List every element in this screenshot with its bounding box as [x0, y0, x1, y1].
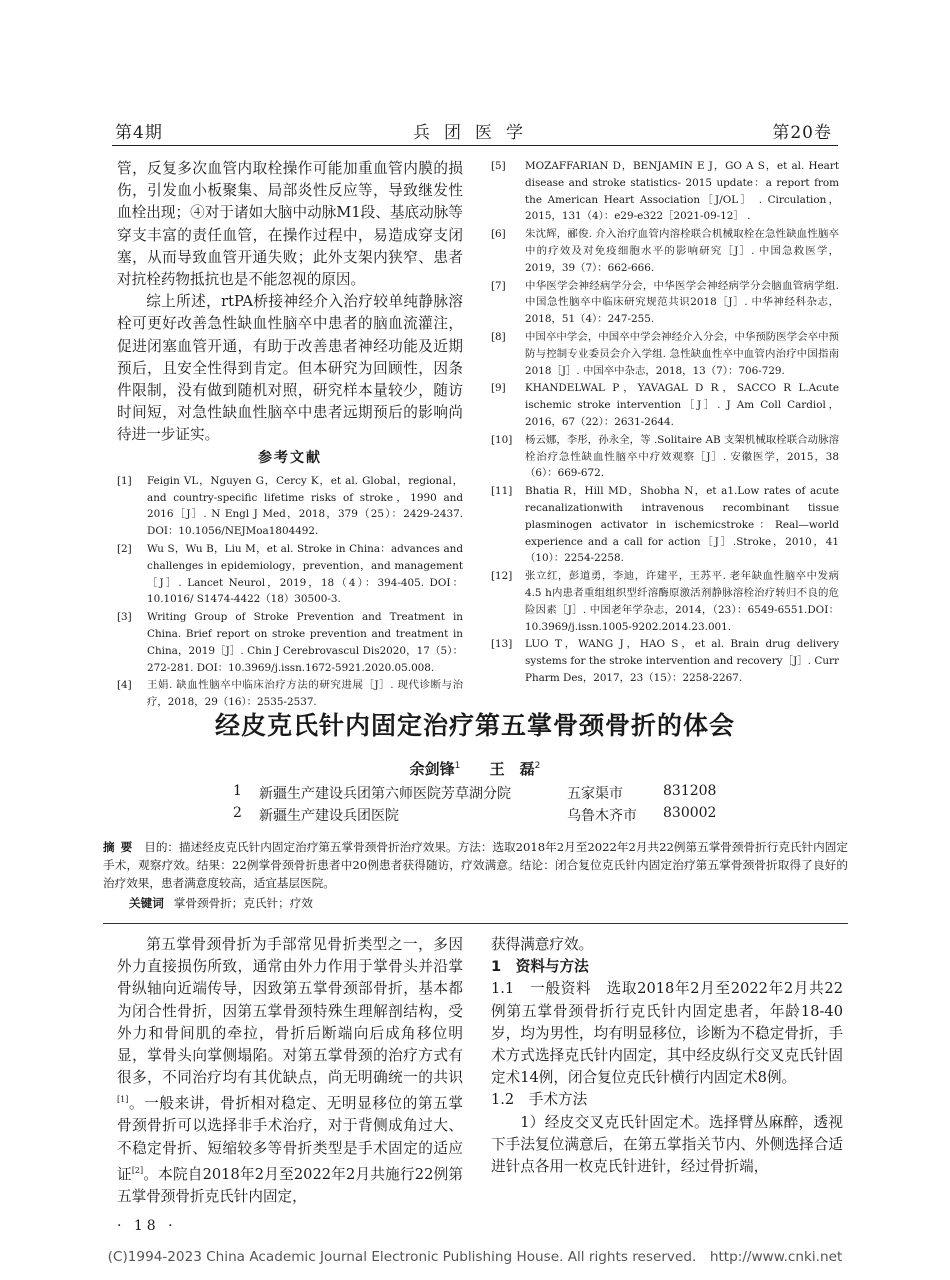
prev-article-left-column: [117, 158, 463, 712]
reference-text: Feigin VL，Nguyen G，Cercy K，et al. Global，regional，and country-specific lifetime risks of stroke，1990 and 2016［J］. N Engl J Med，2018，379（25）：2429-2437. DOI：10.1056/NEJMoa1804492.: [147, 474, 463, 538]
journal-name: 兵团医学: [413, 123, 537, 143]
affiliation-name: 新疆生产建设兵团第六师医院芳草湖分院: [259, 786, 511, 802]
reference-number: [3]: [117, 611, 132, 624]
reference-number: [12]: [491, 570, 513, 583]
references-list-left: [117, 473, 463, 711]
reference-number: [4]: [117, 679, 132, 692]
prev-article-right-column: [491, 158, 839, 688]
reference-text: Wu S，Wu B，Liu M，et al. Stroke in China：advances and challenges in epidemiology，prevention，and management［J］. Lancet Neurol，2019，18（4）：394-405. DOI：10.1016/ S1474-4422（18）30500-3.: [147, 543, 463, 606]
reference-number: [11]: [491, 485, 513, 498]
reference-item: [491, 329, 839, 379]
reference-number: [5]: [491, 160, 506, 172]
affiliation-1: [233, 783, 716, 803]
reference-text: 朱沈辉，郦俊. 介入治疗血管内溶栓联合机械取栓在急性缺血性脑卒中的疗效及对免疫细胞水平的影响研究［J］. 中国急救医学，2019，39（7）：662-666.: [525, 228, 839, 274]
keywords-label: 关键词: [129, 896, 164, 910]
reference-text: MOZAFFARIAN D，BENJAMIN E J，GO A S，et al. Heart disease and stroke statistics- 2015 update：a report from the American Heart Association［J/OL］ . Circulation，2015，131（4）：e29-e322［2021-09-12］ .: [525, 160, 839, 223]
copyright-notice: (C)1994-2023 China Academic Journal Electronic Publishing House. All rights reserved. http://www.cnki.net: [107, 1249, 843, 1265]
reference-number: [1]: [117, 474, 132, 487]
reference-item: [117, 609, 463, 676]
references-heading: 参考文献: [258, 449, 322, 466]
reference-item: [491, 226, 839, 276]
author-2: [490, 760, 541, 778]
affiliation-name: 新疆生产建设兵团医院: [259, 808, 399, 824]
section-1-1: [491, 978, 843, 1089]
affiliation-number: 2: [233, 805, 242, 821]
reference-item: [491, 432, 839, 482]
intro-text-2: 。一般来讲，骨折相对稳定、无明显移位的第五掌骨颈骨折可以选择非手术治疗，对于背侧成角过大、不稳定骨折、短缩较多等骨折类型是手术固定的适应证: [117, 1095, 463, 1183]
reference-number: [10]: [491, 433, 513, 446]
volume-number: 第20卷: [772, 123, 832, 143]
intro-text-1: 第五掌骨颈骨折为手部常见骨折类型之一，多因外力直接损伤所致，通常由外力作用于掌骨头并沿掌骨纵轴向近端传导，因致第五掌骨颈部骨折，基本都为闭合性骨折，因第五掌骨颈特殊生理解剖结构，受外力和骨间肌的牵拉，骨折后断端向后成角移位明显，掌骨头向掌侧塌陷。对第五掌骨颈的治疗方式有很多，不同治疗均有其优缺点，尚无明确统一的共识: [117, 936, 463, 1087]
references-list-right: [491, 158, 839, 687]
issue-number: 第4期: [115, 123, 163, 143]
author-1-name: 余剑锋: [409, 760, 455, 778]
reference-text: 中国卒中学会，中国卒中学会神经介入分会，中华预防医学会卒中预防与控制专业委员会介入学组. 急性缺血性卒中血管内治疗中国指南2018［J］. 中国卒中杂志，2018，13（7）：706-729.: [525, 330, 839, 377]
keywords-text: 掌骨颈骨折；克氏针；疗效: [173, 896, 313, 910]
author-1: [410, 760, 461, 778]
reference-item: [117, 541, 463, 608]
author-2-name: 王 磊: [489, 760, 535, 778]
abstract-label: 摘要: [103, 840, 139, 854]
reference-item: [491, 568, 839, 635]
author-2-affil-mark: 2: [534, 761, 541, 771]
affiliation-2: [233, 805, 716, 825]
method-paragraph-1: 1）经皮交叉克氏针固定术。选择臂丛麻醉，透视下手法复位满意后，在第五掌指关节内、外侧选择合适进针点各用一枚克氏针进针，经过骨折端，: [491, 1113, 843, 1176]
reference-text: 王娟. 缺血性脑卒中临床治疗方法的研究进展［J］. 现代诊断与治疗，2018，29（16）：2535-2537.: [147, 679, 463, 709]
abstract: [103, 838, 848, 892]
reference-item: [117, 473, 463, 540]
section-1-1-heading: 1.1 一般资料: [491, 980, 592, 998]
reference-item: [491, 278, 839, 328]
article-left-column: [117, 934, 463, 1208]
reference-item: [491, 158, 839, 225]
section-heading-1: 1 资料与方法: [491, 958, 589, 976]
reference-text: Writing Group of Stroke Prevention and Treatment in China. Brief report on stroke prevention and treatment in China，2019［J］. Chin J Cerebrovascul Dis2020，17（5）：272-281. DOI：10.3969/j.issn.1672-5921.2020.05.008.: [147, 611, 463, 674]
reference-text: 张立红，彭道勇，李迪，许建平，王苏平. 老年缺血性脑卒中发病4.5 h内患者重组组织型纤溶酶原激活剂静脉溶栓治疗转归不良的危险因素［J］. 中国老年学杂志，2014，（23）：6549-6551.DOI：10.3969/j.issn.1005-9202.2014.23.001.: [525, 570, 839, 633]
affiliation-postcode: 831208: [663, 783, 717, 799]
affiliation-postcode: 830002: [663, 805, 717, 821]
abstract-text: 目的：描述经皮克氏针内固定治疗第五掌骨颈骨折治疗效果。方法：选取2018年2月至2022年2月共22例第五掌骨颈骨折行克氏针内固定手术，观察疗效。结果：22例掌骨颈骨折患者中20例患者获得随访，疗效满意。结论：闭合复位克氏针内固定治疗第五掌骨颈骨折取得了良好的治疗效果，患者满意度较高，适宜基层医院。: [103, 840, 848, 890]
keywords: [129, 895, 313, 911]
reference-item: [491, 636, 839, 686]
reference-text: KHANDELWAL P，YAVAGAL D R，SACCO R L.Acute ischemic stroke intervention［J］. J Am Coll Cardiol，2016，67（22）：2631-2644.: [525, 382, 839, 428]
article-title: 经皮克氏针内固定治疗第五掌骨颈骨折的体会: [214, 711, 735, 740]
reference-item: [491, 380, 839, 430]
citation-1: [1]: [117, 1095, 129, 1105]
prev-article-paragraph-2: 综上所述，rtPA桥接神经介入治疗较单纯静脉溶栓可更好改善急性缺血性脑卒中患者的脑血流灌注，促进闭塞血管开通，有助于改善患者神经功能及近期预后，且安全性得到肯定。但本研究为回顾性，因条件限制，没有做到随机对照，研究样本量较少，随访时间短，对急性缺血性脑卒中患者远期预后的影响尚待进一步证实。: [117, 293, 463, 444]
reference-number: [9]: [491, 382, 506, 395]
reference-text: 中华医学会神经病学分会，中华医学会神经病学分会脑血管病学组. 中国急性脑卒中临床研究规范共识2018［J］. 中华神经科杂志，2018，51（4）：247-255.: [525, 279, 839, 326]
prev-article-paragraph-1: 管，反复多次血管内取栓操作可能加重血管内膜的损伤，引发血小板聚集、局部炎性反应等，导致继发性血栓出现；④对于诸如大脑中动脉M1段、基底动脉等穿支丰富的责任血管，在操作过程中，易造成穿支闭塞，从而导致血管开通失败；此外支架内狭窄、患者对抗栓药物抵抗也是不能忽视的原因。: [117, 160, 463, 289]
section-heading-1-2: 1.2 手术方法: [491, 1091, 588, 1109]
intro-paragraph: [117, 934, 463, 1208]
reference-item: [491, 483, 839, 567]
page-number: · 18 ·: [117, 1218, 177, 1234]
reference-number: [8]: [491, 330, 506, 343]
reference-number: [7]: [491, 279, 506, 292]
section-1-1-text: 选取2018年2月至2022年2月共22例第五掌骨颈骨折行克氏针内固定患者，年龄18-40岁，均为男性，均有明显移位，诊断为不稳定骨折，手术方式选择克氏针内固定，其中经皮纵行交叉克氏针固定术14例，闭合复位克氏针横行内固定术8例。: [491, 980, 844, 1087]
header-rule: [112, 145, 838, 146]
reference-text: Bhatia R，Hill MD，Shobha N，et a1.Low rates of acute recanalizationwith intravenous recombinant tissue plasminogen activator in ischemicstroke：Real—world experience and a call for action［J］.Stroke，2010，41（10）：2254-2258.: [525, 485, 839, 565]
author-1-affil-mark: 1: [454, 761, 461, 771]
citation-2: [2]: [131, 1165, 144, 1175]
reference-number: [13]: [491, 638, 513, 651]
intro-continuation: 获得满意疗效。: [491, 936, 594, 953]
affiliation-city: 五家渠市: [567, 786, 623, 802]
author-line: [0, 758, 950, 779]
reference-number: [6]: [491, 228, 506, 241]
article-right-column: [491, 934, 843, 1178]
affiliation-number: 1: [233, 783, 242, 799]
intro-text-3: 。本院自2018年2月至2022年2月共施行22例第五掌骨颈骨折克氏针内固定，: [117, 1165, 463, 1205]
reference-number: [2]: [117, 543, 132, 556]
reference-text: LUO T，WANG J，HAO S，et al. Brain drug delivery systems for the stroke intervention and recovery［J］. Curr Pharm Des，2017，23（15）：2258-2267.: [525, 638, 839, 684]
reference-text: 杨云娜，李彤，孙永全，等 .Solitaire AB 支架机械取栓联合动脉溶栓治疗急性缺血性脑卒中疗效观察［J］. 安徽医学，2015，38（6）：669-672.: [525, 433, 839, 480]
affiliation-city: 乌鲁木齐市: [567, 808, 637, 824]
abstract-rule: [103, 923, 848, 924]
